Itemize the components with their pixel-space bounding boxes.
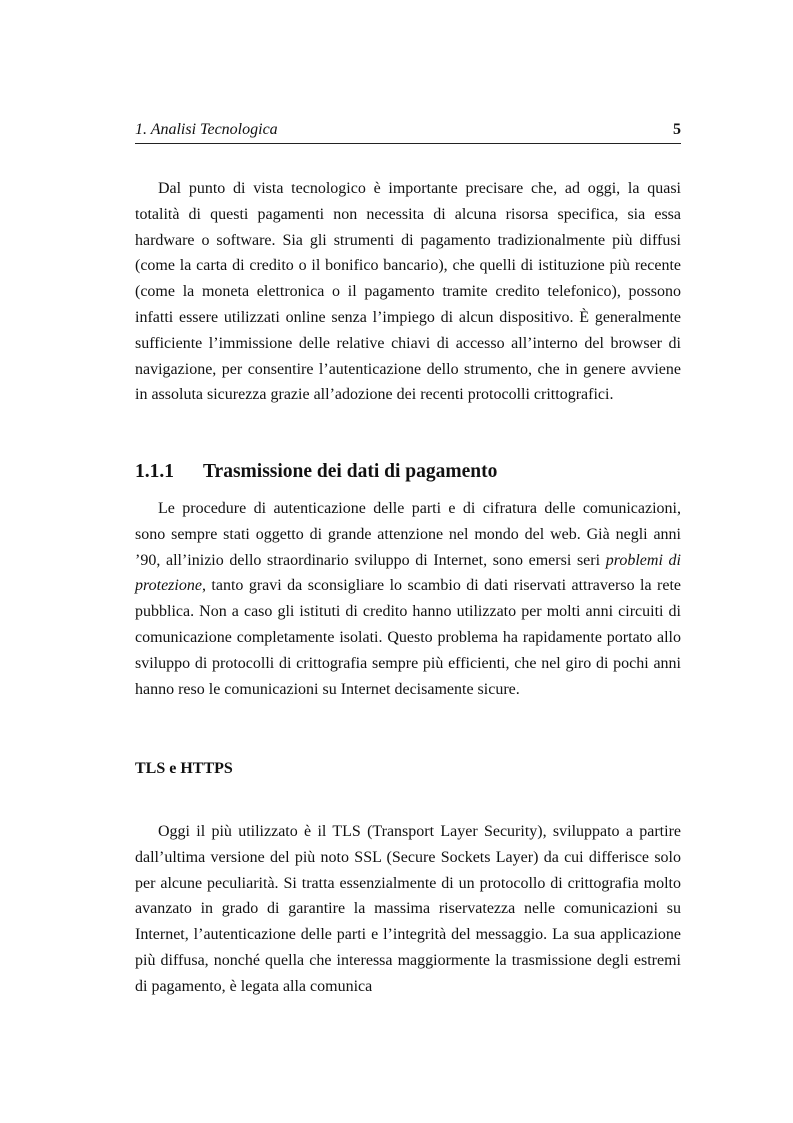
running-header — [135, 121, 681, 144]
paragraph-tls: Oggi il più utilizzato è il TLS (Transport Layer Security), sviluppato a partire dall’ultima versione del più noto SSL (Secure Sockets Layer) da cui differisce solo per alcune peculiarità. Si tratta essenzialmente di un protocollo di crittografia molto avanzato in grado di garantire la massima riservatezza nelle comunicazioni su Internet, l’autenticazione delle parti e l’integrità del messaggio. La sua applicazione più diffusa, nonché quella che interessa maggiormente la trasmissione degli estremi di pagamento, è legata alla comunica — [135, 823, 681, 995]
paragraph-intro: Dal punto di vista tecnologico è importante precisare che, ad oggi, la quasi totalità di questi pagamenti non necessita di alcuna risorsa specifica, sia essa hardware o software. Sia gli strumenti di pagamento tradizionalmente più diffusi (come la carta di credito o il bonifico bancario), che quelli di istituzione più recente (come la moneta elettronica o il pagamento tramite credito telefonico), possono infatti essere utilizzati online senza l’impiego di alcun dispositivo. È generalmente sufficiente l’immissione delle relative chiavi di accesso all’interno del browser di navigazione, per consentire l’autenticazione dello strumento, che in genere avviene in assoluta sicurezza grazie all’adozione dei recenti protocolli crittografici. — [135, 180, 681, 404]
paragraph-text: Le procedure di autenticazione delle parti e di cifratura delle comunicazioni, sono sempre stati oggetto di grande attenzione nel mondo del web. Già negli anni ’90, all’inizio dello straordinario sviluppo di Internet, sono emersi seri — [135, 500, 681, 569]
emphasized-phrase: problemi di protezione — [135, 551, 682, 595]
paragraph-text: , tanto gravi da sconsigliare lo scambio di dati riservati attraverso la rete pubblica. Non a caso gli istituti di credito hanno utilizzato per molti anni circuiti di comunicazione completamente isolati. Questo problema ha rapidamente portato allo sviluppo di protocolli di crittografia sempre più efficienti, che nel giro di pochi anni hanno reso le comunicazioni su Internet decisamente sicure. — [135, 577, 681, 698]
section-heading — [135, 461, 681, 483]
section-number: 1.1.1 — [135, 461, 174, 482]
section-title: Trasmissione dei dati di pagamento — [203, 461, 498, 482]
page-number: 5 — [673, 121, 681, 138]
subsection-heading: TLS e HTTPS — [135, 760, 233, 777]
paragraph-transmission — [135, 496, 681, 702]
chapter-title: 1. Analisi Tecnologica — [135, 121, 278, 138]
